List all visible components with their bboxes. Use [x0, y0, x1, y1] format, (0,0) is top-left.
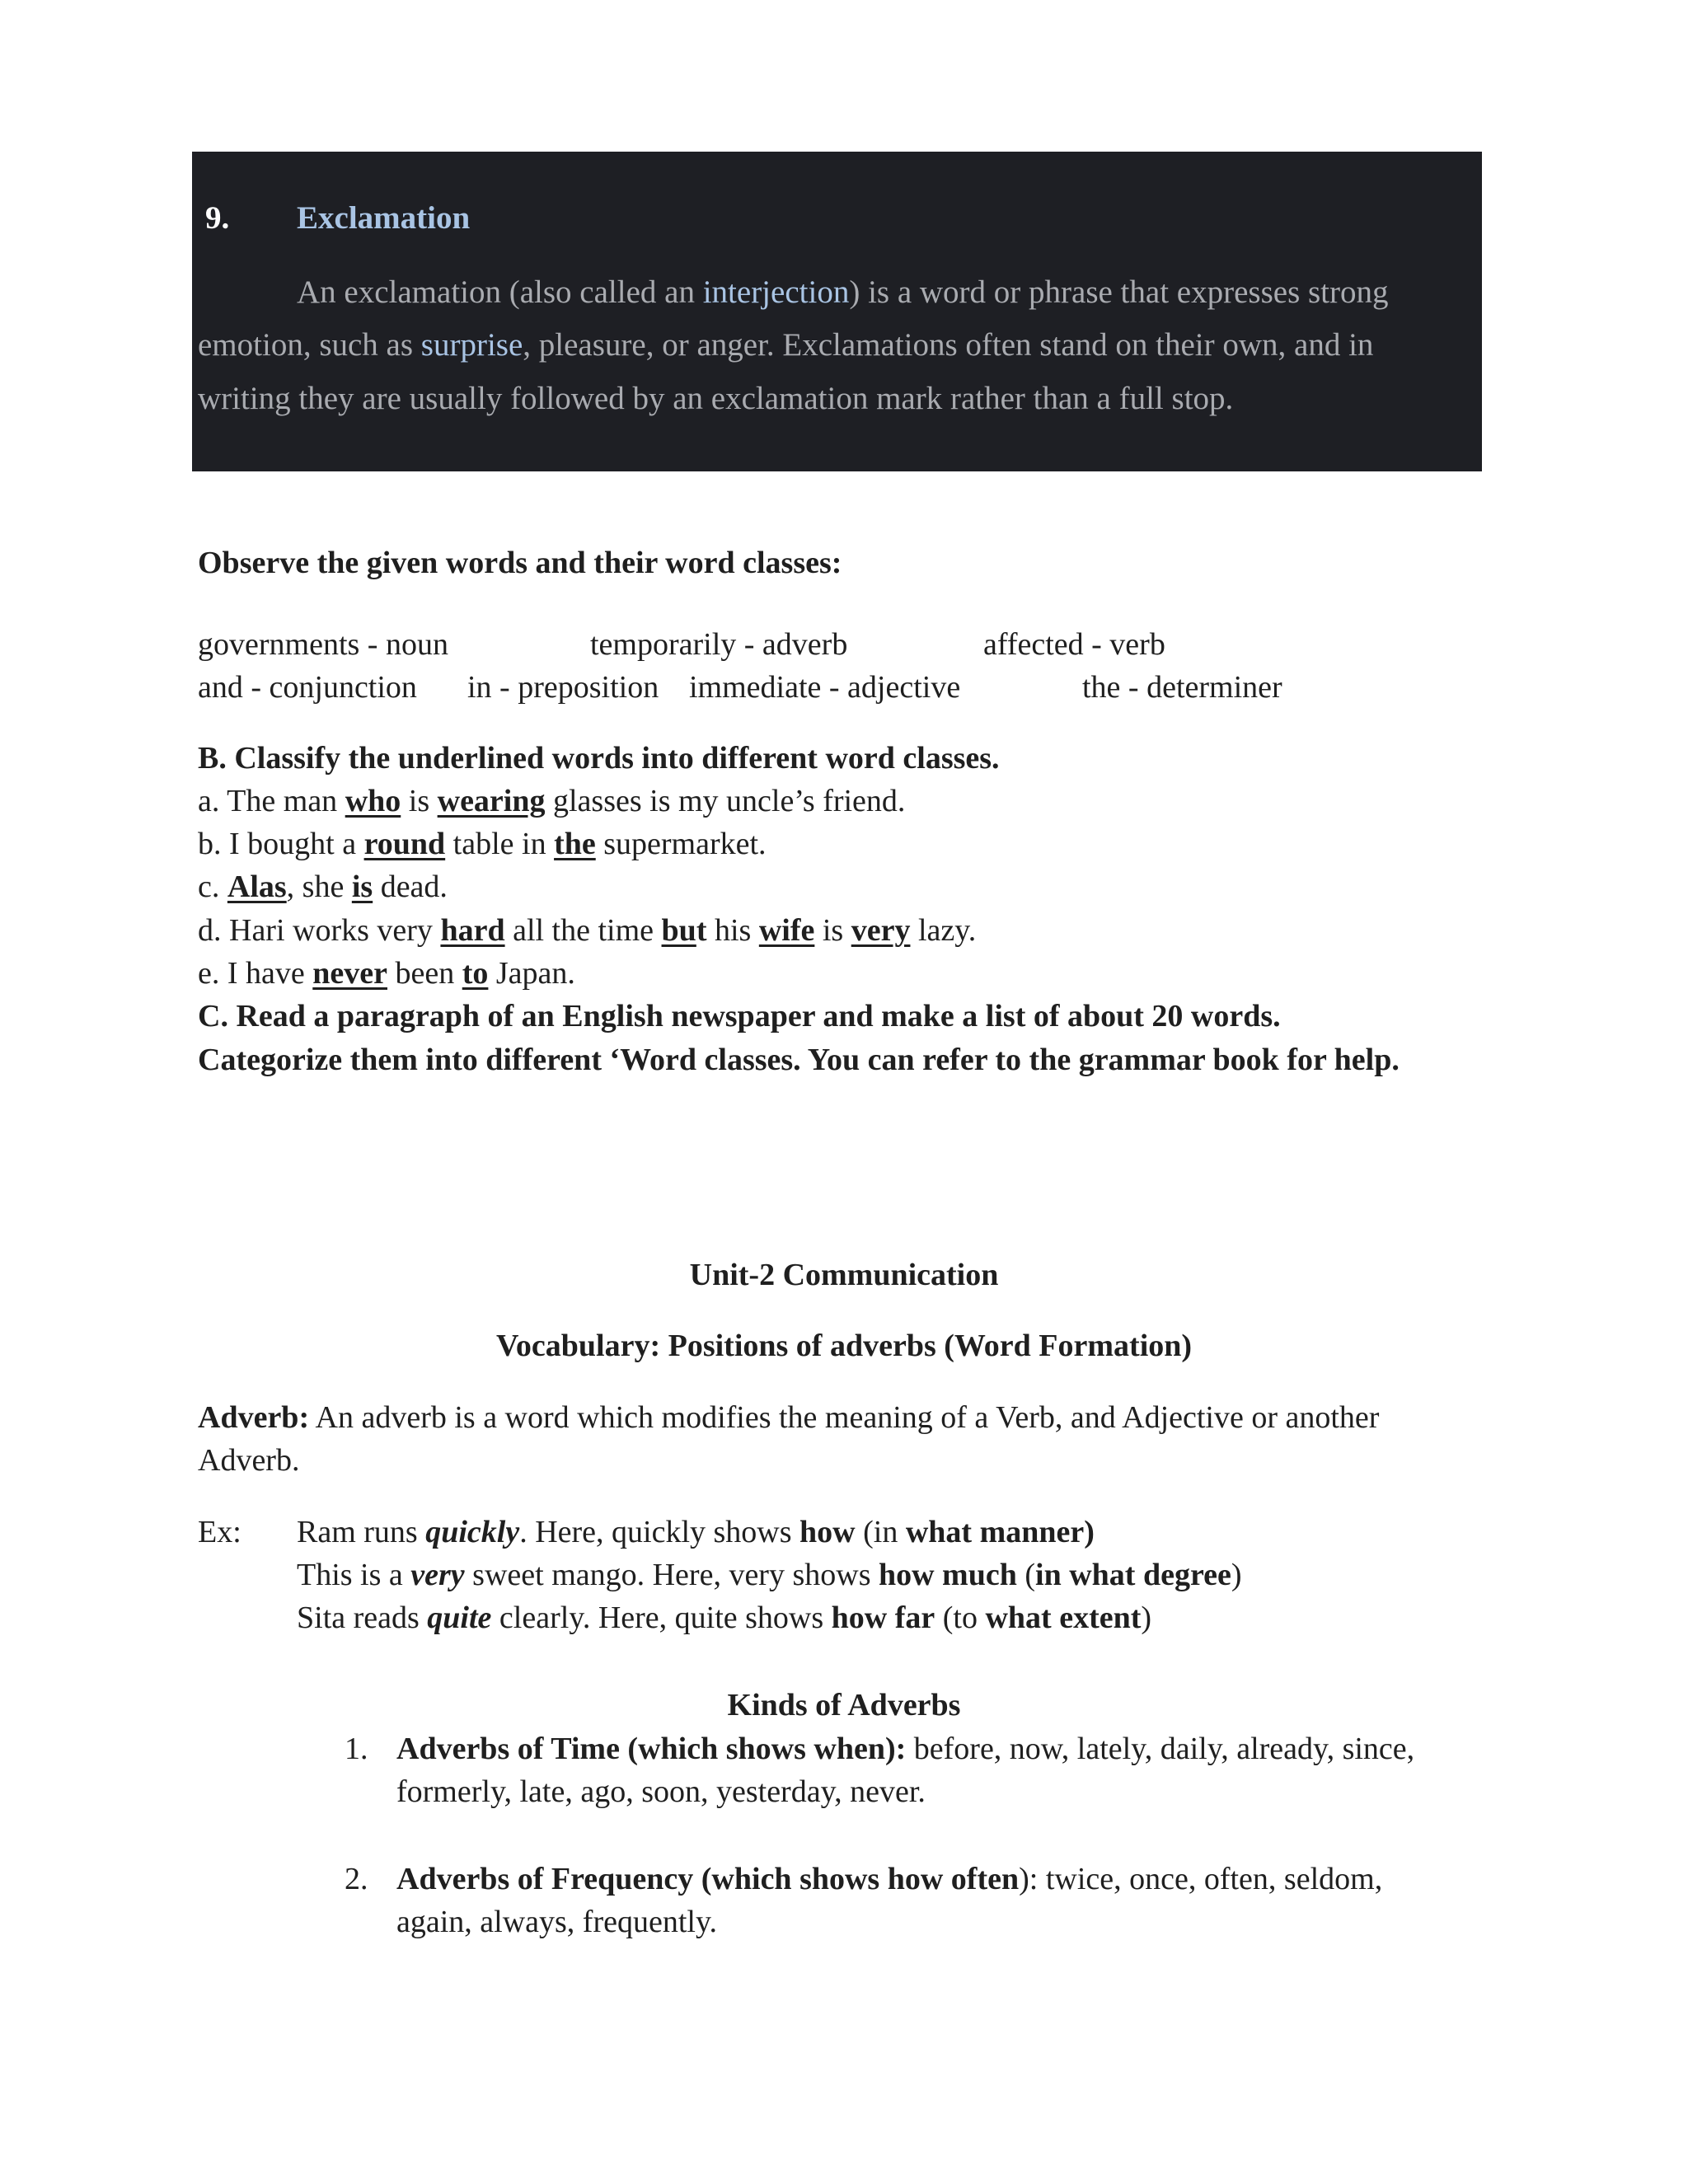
interjection-link[interactable]: interjection — [702, 274, 850, 310]
underlined-word: wife — [758, 913, 815, 948]
underlined-word: never — [312, 956, 387, 991]
exclamation-line-1: An exclamation (also called an interjection) is a word or phrase that expresses strong — [297, 274, 1389, 310]
underlined-word: very — [851, 913, 911, 948]
exercise-b-item-e: e. I have never been to Japan. — [198, 956, 575, 991]
list-number: 1. — [345, 1732, 368, 1766]
examples-label: Ex: — [198, 1515, 241, 1549]
exclamation-line-3: writing they are usually followed by an exclamation mark rather than a full stop. — [198, 381, 1234, 416]
example-keyword: quickly — [425, 1515, 520, 1549]
underlined-word: wearing — [437, 784, 546, 818]
example-3: Sita reads quite clearly. Here, quite shows how far (to what extent) — [297, 1601, 1152, 1635]
word-class-item: affected - verb — [983, 627, 1165, 662]
exercise-b-item-d: d. Hari works very hard all the time but his wife is very lazy. — [198, 913, 977, 948]
section-heading: Exclamation — [297, 200, 471, 236]
underlined-word: the — [554, 827, 596, 861]
underlined-word: to — [462, 956, 489, 991]
exercise-b-item-c: c. Alas, she is dead. — [198, 869, 448, 904]
example-keyword: very — [410, 1558, 465, 1592]
adverb-term: Adverb: — [198, 1400, 310, 1435]
word-class-item: governments - noun — [198, 627, 448, 662]
underlined-word: bu — [661, 913, 696, 948]
exercise-b-heading: B. Classify the underlined words into different word classes. — [198, 741, 1000, 776]
underlined-word: round — [363, 827, 446, 861]
kinds-item-2-cont: again, always, frequently. — [396, 1905, 717, 1939]
exercise-c-line-1: C. Read a paragraph of an English newspaper and make a list of about 20 words. — [198, 999, 1281, 1033]
example-keyword: quite — [427, 1601, 492, 1635]
underlined-word: Alas — [227, 869, 287, 904]
exercise-b-item-a: a. The man who is wearing glasses is my uncle’s friend. — [198, 784, 906, 818]
kinds-item-1: Adverbs of Time (which shows when): before, now, lately, daily, already, since, — [396, 1732, 1415, 1766]
example-2: This is a very sweet mango. Here, very shows how much (in what degree) — [297, 1558, 1242, 1592]
underlined-word: is — [351, 869, 373, 904]
surprise-link[interactable]: surprise — [420, 327, 523, 363]
word-class-item: and - conjunction — [198, 670, 417, 705]
section-number: 9. — [205, 200, 230, 236]
adverb-definition-cont: Adverb. — [198, 1443, 300, 1478]
adverb-definition: Adverb: An adverb is a word which modifies the meaning of a Verb, and Adjective or another — [198, 1400, 1380, 1435]
kinds-heading: Kinds of Adverbs — [727, 1688, 961, 1722]
kinds-item-2: Adverbs of Frequency (which shows how often): twice, once, often, seldom, — [396, 1862, 1383, 1896]
underlined-word: hard — [440, 913, 505, 948]
list-number: 2. — [345, 1862, 368, 1896]
word-class-item: the - determiner — [1082, 670, 1282, 705]
word-class-item: in - preposition — [467, 670, 659, 705]
kinds-item-1-cont: formerly, late, ago, soon, yesterday, never. — [396, 1774, 926, 1809]
observe-heading: Observe the given words and their word classes: — [198, 546, 842, 580]
exercise-b-item-b: b. I bought a round table in the supermarket. — [198, 827, 767, 861]
word-class-item: immediate - adjective — [689, 670, 961, 705]
example-1: Ram runs quickly. Here, quickly shows how (in what manner) — [297, 1515, 1095, 1549]
unit-title: Unit-2 Communication — [689, 1258, 999, 1292]
exercise-c-line-2: Categorize them into different ‘Word classes. You can refer to the grammar book for help. — [198, 1043, 1400, 1077]
word-class-item: temporarily - adverb — [590, 627, 848, 662]
underlined-word: who — [345, 784, 401, 818]
exclamation-line-2: emotion, such as surprise, pleasure, or anger. Exclamations often stand on their own, and in — [198, 327, 1374, 363]
unit-subtitle: Vocabulary: Positions of adverbs (Word Formation) — [495, 1329, 1193, 1363]
